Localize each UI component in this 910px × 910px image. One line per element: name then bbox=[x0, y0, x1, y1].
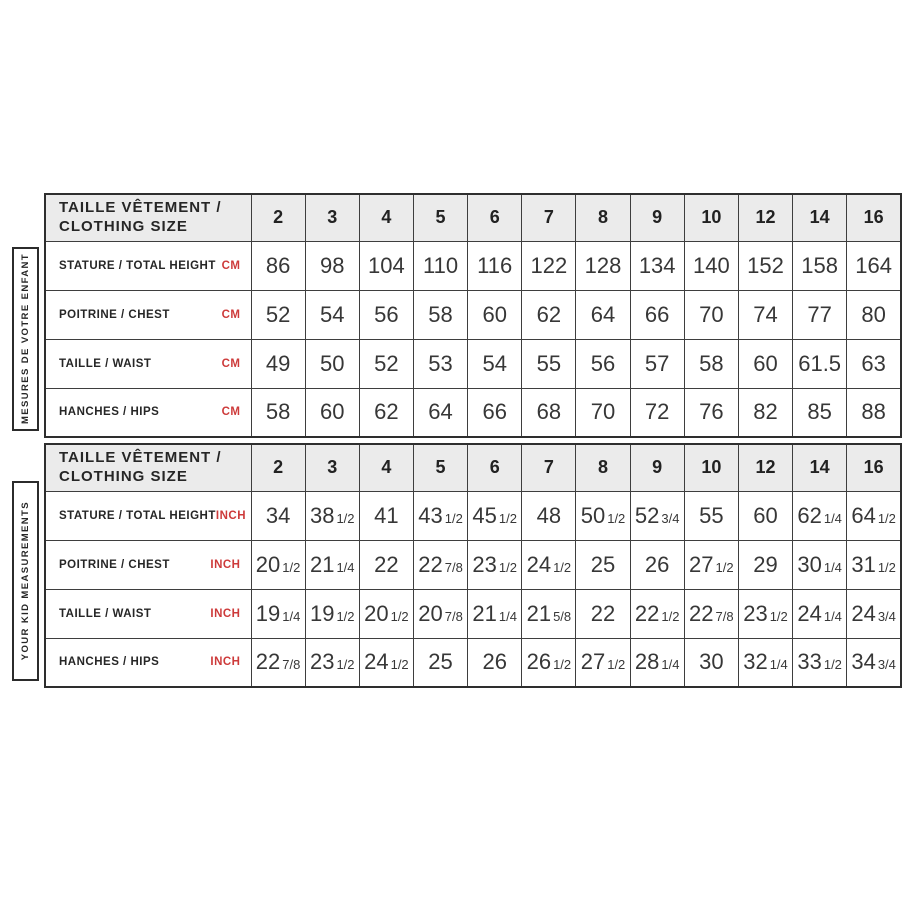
measurement-value: 27 1/2 bbox=[576, 638, 630, 687]
measurement-value: 25 bbox=[413, 638, 467, 687]
measurement-value: 134 bbox=[630, 241, 684, 290]
fraction-part: 1/2 bbox=[553, 559, 572, 575]
measurement-value: 22 7/8 bbox=[413, 540, 467, 589]
size-column-header: 7 bbox=[522, 444, 576, 491]
fraction-part: 1/2 bbox=[877, 510, 896, 526]
fraction-part: 1/2 bbox=[498, 510, 517, 526]
measurement-value: 56 bbox=[359, 290, 413, 339]
size-column-header: 16 bbox=[847, 194, 901, 241]
size-column-header: 8 bbox=[576, 194, 630, 241]
measurement-row bbox=[45, 388, 901, 437]
fraction-part: 3/4 bbox=[877, 608, 896, 624]
measurement-value: 22 bbox=[576, 589, 630, 638]
size-column-header: 6 bbox=[468, 444, 522, 491]
size-column-header: 10 bbox=[684, 194, 738, 241]
size-column-header: 12 bbox=[738, 194, 792, 241]
measurement-value: 74 bbox=[738, 290, 792, 339]
measurement-value: 128 bbox=[576, 241, 630, 290]
unit-label: CM bbox=[221, 357, 241, 370]
measurement-value: 58 bbox=[251, 388, 305, 437]
fraction-part: 1/2 bbox=[553, 657, 572, 673]
measurement-label-cell bbox=[45, 638, 251, 687]
fraction-part: 1/2 bbox=[336, 510, 355, 526]
measurement-row bbox=[45, 491, 901, 540]
measurement-value: 116 bbox=[468, 241, 522, 290]
measurement-value: 21 1/4 bbox=[305, 540, 359, 589]
unit-label: INCH bbox=[210, 558, 241, 571]
measurement-value: 58 bbox=[413, 290, 467, 339]
measurement-value: 41 bbox=[359, 491, 413, 540]
size-column-header: 6 bbox=[468, 194, 522, 241]
size-column-header: 2 bbox=[251, 444, 305, 491]
unit-label: INCH bbox=[210, 656, 241, 669]
size-header-row bbox=[45, 444, 901, 491]
measurement-value: 54 bbox=[468, 339, 522, 388]
size-column-header: 2 bbox=[251, 194, 305, 241]
measurement-value: 54 bbox=[305, 290, 359, 339]
measurement-value: 29 bbox=[738, 540, 792, 589]
fraction-part: 1/4 bbox=[823, 608, 842, 624]
measurement-value: 64 bbox=[413, 388, 467, 437]
side-label-mesures: MESURES DE VOTRE ENFANT bbox=[20, 253, 31, 425]
measurement-label: POITRINE / CHEST bbox=[59, 558, 170, 571]
fraction-part: 1/2 bbox=[336, 657, 355, 673]
fraction-part: 3/4 bbox=[661, 510, 680, 526]
measurement-value: 104 bbox=[359, 241, 413, 290]
clothing-size-header: TAILLE VÊTEMENT / CLOTHING SIZE bbox=[45, 444, 251, 491]
measurement-label-cell bbox=[45, 339, 251, 388]
measurement-row bbox=[45, 589, 901, 638]
measurement-label: HANCHES / HIPS bbox=[59, 406, 160, 419]
size-column-header: 4 bbox=[359, 444, 413, 491]
measurement-value: 21 1/4 bbox=[468, 589, 522, 638]
measurement-value: 152 bbox=[738, 241, 792, 290]
measurement-value: 56 bbox=[576, 339, 630, 388]
measurement-value: 33 1/2 bbox=[793, 638, 847, 687]
measurement-value: 55 bbox=[684, 491, 738, 540]
size-column-header: 3 bbox=[305, 194, 359, 241]
measurement-value: 25 bbox=[576, 540, 630, 589]
measurement-value: 30 bbox=[684, 638, 738, 687]
measurement-label-cell bbox=[45, 491, 251, 540]
size-column-header: 14 bbox=[793, 194, 847, 241]
measurement-value: 158 bbox=[793, 241, 847, 290]
measurement-value: 22 7/8 bbox=[684, 589, 738, 638]
measurement-value: 77 bbox=[793, 290, 847, 339]
measurement-value: 60 bbox=[738, 339, 792, 388]
measurement-value: 23 1/2 bbox=[305, 638, 359, 687]
measurement-value: 24 3/4 bbox=[847, 589, 901, 638]
fraction-part: 1/2 bbox=[607, 657, 626, 673]
measurement-value: 24 1/2 bbox=[522, 540, 576, 589]
fraction-part: 1/4 bbox=[823, 559, 842, 575]
measurement-value: 28 1/4 bbox=[630, 638, 684, 687]
measurement-label: POITRINE / CHEST bbox=[59, 308, 170, 321]
measurement-label: HANCHES / HIPS bbox=[59, 656, 160, 669]
measurement-label: TAILLE / WAIST bbox=[59, 357, 152, 370]
measurement-value: 86 bbox=[251, 241, 305, 290]
size-column-header: 9 bbox=[630, 444, 684, 491]
fraction-part: 1/2 bbox=[282, 559, 301, 575]
measurement-value: 32 1/4 bbox=[738, 638, 792, 687]
measurement-value: 98 bbox=[305, 241, 359, 290]
fraction-part: 1/4 bbox=[769, 657, 788, 673]
measurement-value: 34 3/4 bbox=[847, 638, 901, 687]
measurement-value: 43 1/2 bbox=[413, 491, 467, 540]
fraction-part: 1/4 bbox=[661, 657, 680, 673]
measurement-value: 58 bbox=[684, 339, 738, 388]
measurement-value: 26 bbox=[468, 638, 522, 687]
measurement-value: 76 bbox=[684, 388, 738, 437]
measurement-value: 34 bbox=[251, 491, 305, 540]
size-column-header: 9 bbox=[630, 194, 684, 241]
measurement-row bbox=[45, 290, 901, 339]
fraction-part: 3/4 bbox=[877, 657, 896, 673]
measurement-row bbox=[45, 540, 901, 589]
measurement-value: 62 bbox=[522, 290, 576, 339]
measurement-value: 60 bbox=[468, 290, 522, 339]
measurement-label: STATURE / TOTAL HEIGHT bbox=[59, 509, 216, 522]
measurement-value: 70 bbox=[576, 388, 630, 437]
size-column-header: 12 bbox=[738, 444, 792, 491]
measurement-value: 30 1/4 bbox=[793, 540, 847, 589]
fraction-part: 1/2 bbox=[715, 559, 734, 575]
measurement-value: 19 1/4 bbox=[251, 589, 305, 638]
fraction-part: 1/2 bbox=[336, 608, 355, 624]
measurement-value: 52 bbox=[251, 290, 305, 339]
measurement-value: 48 bbox=[522, 491, 576, 540]
unit-label: CM bbox=[221, 259, 241, 272]
size-column-header: 5 bbox=[413, 194, 467, 241]
fraction-part: 1/2 bbox=[823, 657, 842, 673]
measurement-value: 24 1/4 bbox=[793, 589, 847, 638]
measurement-value: 23 1/2 bbox=[738, 589, 792, 638]
measurement-value: 88 bbox=[847, 388, 901, 437]
measurement-value: 64 bbox=[576, 290, 630, 339]
fraction-part: 7/8 bbox=[282, 657, 301, 673]
unit-label: INCH bbox=[215, 509, 247, 522]
measurement-value: 60 bbox=[305, 388, 359, 437]
size-column-header: 8 bbox=[576, 444, 630, 491]
measurement-value: 22 bbox=[359, 540, 413, 589]
fraction-part: 7/8 bbox=[715, 608, 734, 624]
measurement-value: 27 1/2 bbox=[684, 540, 738, 589]
fraction-part: 1/2 bbox=[498, 559, 517, 575]
fraction-part: 1/4 bbox=[823, 510, 842, 526]
measurement-value: 20 1/2 bbox=[251, 540, 305, 589]
side-label-your-kid: YOUR KID MEASUREMENTS bbox=[20, 501, 31, 661]
measurement-label-cell bbox=[45, 290, 251, 339]
unit-label: CM bbox=[221, 308, 241, 321]
measurement-value: 24 1/2 bbox=[359, 638, 413, 687]
measurement-value: 20 7/8 bbox=[413, 589, 467, 638]
clothing-size-header: TAILLE VÊTEMENT / CLOTHING SIZE bbox=[45, 194, 251, 241]
measurement-value: 85 bbox=[793, 388, 847, 437]
measurement-row bbox=[45, 638, 901, 687]
unit-label: CM bbox=[221, 406, 241, 419]
side-label-box-your-kid bbox=[12, 481, 39, 681]
measurement-value: 62 1/4 bbox=[793, 491, 847, 540]
fraction-part: 7/8 bbox=[444, 559, 463, 575]
measurement-value: 45 1/2 bbox=[468, 491, 522, 540]
measurement-value: 57 bbox=[630, 339, 684, 388]
measurement-label: TAILLE / WAIST bbox=[59, 607, 152, 620]
fraction-part: 1/2 bbox=[661, 608, 680, 624]
fraction-part: 1/2 bbox=[607, 510, 626, 526]
measurement-value: 70 bbox=[684, 290, 738, 339]
measurement-value: 122 bbox=[522, 241, 576, 290]
cm-size-table bbox=[44, 193, 902, 438]
measurement-value: 164 bbox=[847, 241, 901, 290]
measurement-value: 60 bbox=[738, 491, 792, 540]
measurement-value: 80 bbox=[847, 290, 901, 339]
measurement-value: 72 bbox=[630, 388, 684, 437]
size-column-header: 10 bbox=[684, 444, 738, 491]
fraction-part: 1/2 bbox=[444, 510, 463, 526]
measurement-value: 68 bbox=[522, 388, 576, 437]
fraction-part: 1/2 bbox=[769, 608, 788, 624]
measurement-value: 50 bbox=[305, 339, 359, 388]
measurement-value: 53 bbox=[413, 339, 467, 388]
fraction-part: 7/8 bbox=[444, 608, 463, 624]
measurement-value: 21 5/8 bbox=[522, 589, 576, 638]
measurement-row bbox=[45, 339, 901, 388]
size-column-header: 4 bbox=[359, 194, 413, 241]
size-column-header: 5 bbox=[413, 444, 467, 491]
measurement-value: 20 1/2 bbox=[359, 589, 413, 638]
measurement-label-cell bbox=[45, 540, 251, 589]
measurement-value: 31 1/2 bbox=[847, 540, 901, 589]
fraction-part: 1/4 bbox=[336, 559, 355, 575]
measurement-value: 61.5 bbox=[793, 339, 847, 388]
measurement-value: 22 7/8 bbox=[251, 638, 305, 687]
side-label-box-mesures bbox=[12, 247, 39, 431]
measurement-value: 55 bbox=[522, 339, 576, 388]
fraction-part: 5/8 bbox=[553, 608, 572, 624]
fraction-part: 1/2 bbox=[877, 559, 896, 575]
fraction-part: 1/4 bbox=[498, 608, 517, 624]
size-tables-container bbox=[44, 193, 902, 688]
unit-label: INCH bbox=[210, 607, 241, 620]
fraction-part: 1/4 bbox=[282, 608, 301, 624]
measurement-value: 63 bbox=[847, 339, 901, 388]
measurement-value: 22 1/2 bbox=[630, 589, 684, 638]
measurement-value: 26 bbox=[630, 540, 684, 589]
measurement-value: 66 bbox=[468, 388, 522, 437]
measurement-label-cell bbox=[45, 388, 251, 437]
measurement-value: 140 bbox=[684, 241, 738, 290]
size-column-header: 16 bbox=[847, 444, 901, 491]
measurement-label-cell bbox=[45, 241, 251, 290]
measurement-value: 52 bbox=[359, 339, 413, 388]
measurement-value: 23 1/2 bbox=[468, 540, 522, 589]
measurement-value: 26 1/2 bbox=[522, 638, 576, 687]
measurement-value: 38 1/2 bbox=[305, 491, 359, 540]
fraction-part: 1/2 bbox=[390, 657, 409, 673]
size-column-header: 7 bbox=[522, 194, 576, 241]
measurement-value: 110 bbox=[413, 241, 467, 290]
measurement-value: 62 bbox=[359, 388, 413, 437]
measurement-value: 19 1/2 bbox=[305, 589, 359, 638]
measurement-value: 66 bbox=[630, 290, 684, 339]
size-header-row bbox=[45, 194, 901, 241]
measurement-value: 52 3/4 bbox=[630, 491, 684, 540]
measurement-value: 49 bbox=[251, 339, 305, 388]
fraction-part: 1/2 bbox=[390, 608, 409, 624]
inch-size-table bbox=[44, 443, 902, 688]
measurement-value: 50 1/2 bbox=[576, 491, 630, 540]
measurement-label: STATURE / TOTAL HEIGHT bbox=[59, 259, 216, 272]
size-column-header: 14 bbox=[793, 444, 847, 491]
measurement-value: 82 bbox=[738, 388, 792, 437]
size-column-header: 3 bbox=[305, 444, 359, 491]
measurement-label-cell bbox=[45, 589, 251, 638]
measurement-row bbox=[45, 241, 901, 290]
measurement-value: 64 1/2 bbox=[847, 491, 901, 540]
